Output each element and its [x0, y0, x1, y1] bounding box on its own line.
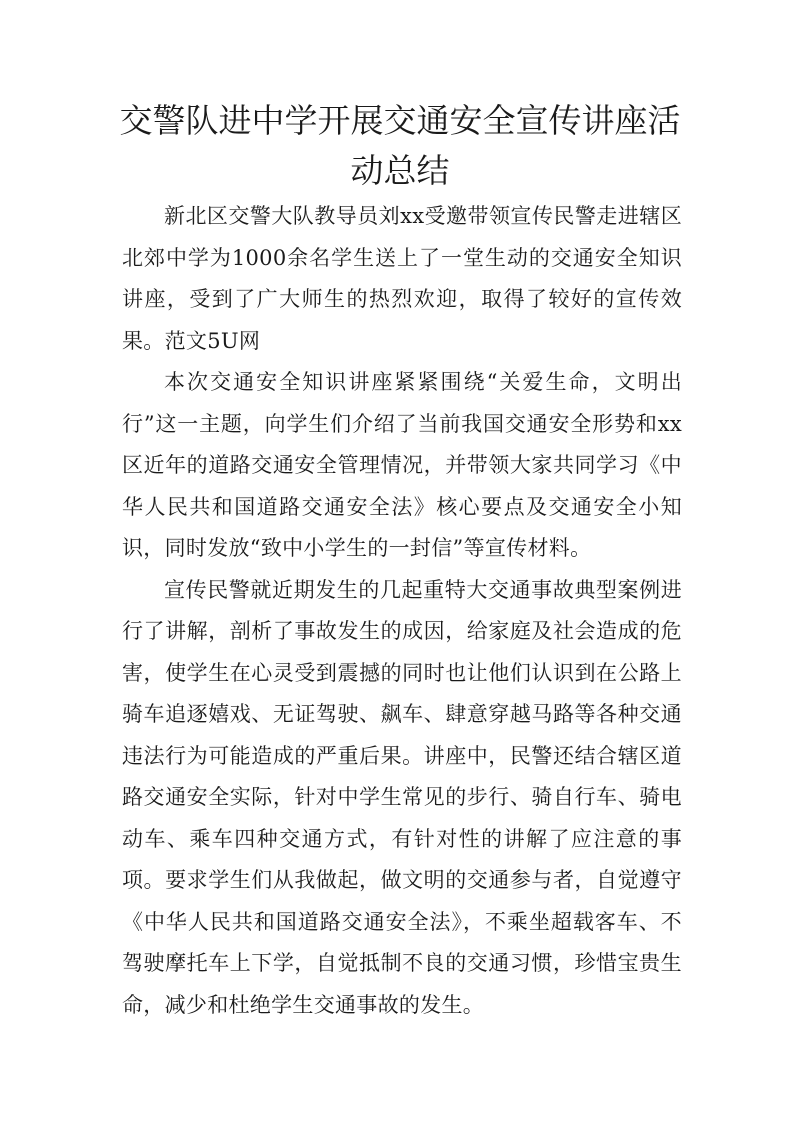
paragraph: 本次交通安全知识讲座紧紧围绕“关爱生命，文明出行”这一主题，向学生们介绍了当前我国交通安全形势和xx区近年的道路交通安全管理情况，并带领大家共同学习《中华人民共和国道路交通安全法》核心要点及交通安全小知识，同时发放“致中小学生的一封信”等宣传材料。 — [122, 370, 682, 560]
paragraph: 新北区交警大队教导员刘xx受邀带领宣传民警走进辖区北郊中学为1000余名学生送上了一堂生动的交通安全知识讲座，受到了广大师生的热烈欢迎，取得了较好的宣传效果。范文5U网 — [122, 204, 682, 353]
document-body — [122, 196, 682, 1026]
document-title: 交警队进中学开展交通安全宣传讲座活动总结 — [119, 101, 681, 190]
paragraph: 宣传民警就近期发生的几起重特大交通事故典型案例进行了讲解，剖析了事故发生的成因，给家庭及社会造成的危害，使学生在心灵受到震撼的同时也让他们认识到在公路上骑车追逐嬉戏、无证驾驶、飙车、肆意穿越马路等各种交通违法行为可能造成的严重后果。讲座中，民警还结合辖区道路交通安全实际，针对中学生常见的步行、骑自行车、骑电动车、乘车四种交通方式，有针对性的讲解了应注意的事项。要求学生们从我做起，做文明的交通参与者，自觉遵守《中华人民共和国道路交通安全法》，不乘坐超载客车、不驾驶摩托车上下学，自觉抵制不良的交通习惯，珍惜宝贵生命，减少和杜绝学生交通事故的发生。 — [122, 577, 682, 1017]
